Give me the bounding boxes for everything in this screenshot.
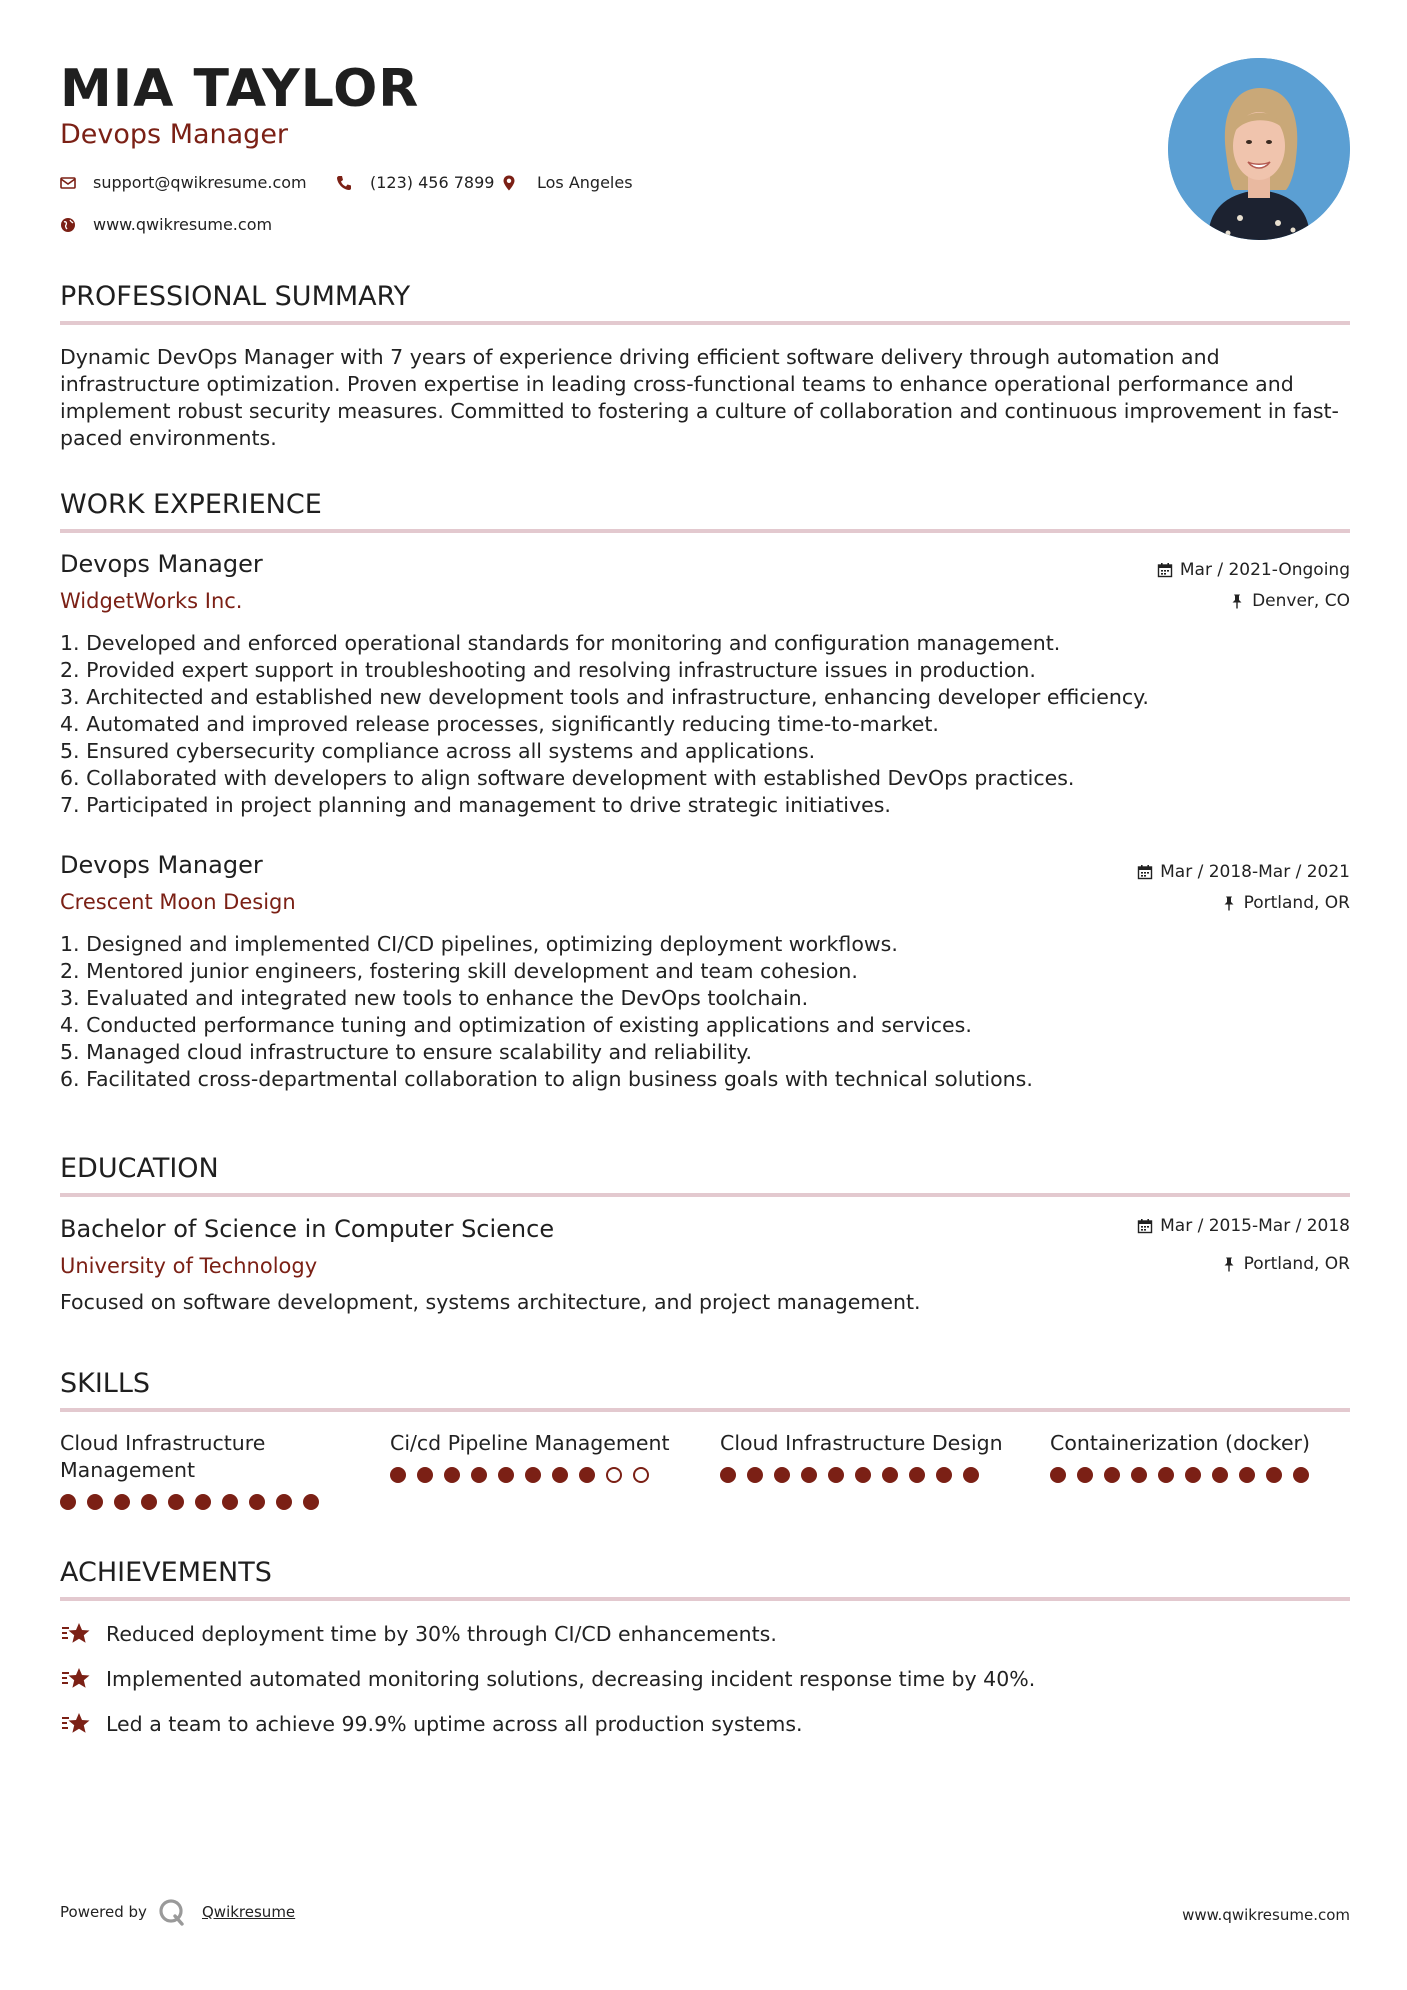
footer-website[interactable]: www.qwikresume.com bbox=[1182, 1906, 1350, 1924]
phone-icon bbox=[335, 174, 353, 192]
rating-dot-filled bbox=[774, 1467, 790, 1483]
contact-phone[interactable]: (123) 456 7899 bbox=[370, 173, 495, 192]
list-item: 3. Architected and established new development tools and infrastructure, enhancing developer efficiency. bbox=[60, 685, 1149, 709]
rating-dot-filled bbox=[828, 1467, 844, 1483]
rating-dot-filled bbox=[417, 1467, 433, 1483]
pushpin-icon bbox=[1221, 1256, 1237, 1272]
rating-dot-filled bbox=[1212, 1467, 1228, 1483]
pushpin-icon bbox=[1221, 895, 1237, 911]
calendar-icon bbox=[1137, 1218, 1153, 1234]
education-location bbox=[1221, 1253, 1350, 1275]
list-item: 5. Managed cloud infrastructure to ensure scalability and reliability. bbox=[60, 1040, 753, 1064]
summary-divider bbox=[60, 321, 1350, 325]
globe-icon bbox=[59, 216, 77, 234]
rating-dot-filled bbox=[1131, 1467, 1147, 1483]
rating-dot-filled bbox=[1077, 1467, 1093, 1483]
profile-photo bbox=[1168, 58, 1350, 240]
rating-dot-filled bbox=[444, 1467, 460, 1483]
rating-dot-filled bbox=[303, 1494, 319, 1510]
achievements-heading: ACHIEVEMENTS bbox=[60, 1557, 272, 1588]
list-item: 4. Conducted performance tuning and optimization of existing applications and services. bbox=[60, 1013, 972, 1037]
rating-dot-filled bbox=[855, 1467, 871, 1483]
skill-item bbox=[390, 1430, 680, 1483]
skill-name: Cloud Infrastructure Management bbox=[60, 1431, 266, 1482]
experience-divider bbox=[60, 529, 1350, 533]
list-item: 5. Ensured cybersecurity compliance across all systems and applications. bbox=[60, 739, 816, 763]
skills-heading: SKILLS bbox=[60, 1368, 151, 1399]
summary-text: Dynamic DevOps Manager with 7 years of experience driving efficient software delivery through automation and infrastructure optimization. Proven expertise in leading cross-functional teams to enhance operational performance and implement robust security measures. Committed to fostering a culture of collaboration and continuous improvement in fast-paced environments. bbox=[60, 345, 1339, 450]
star-badge-icon bbox=[60, 1620, 92, 1648]
rating-dot-filled bbox=[579, 1467, 595, 1483]
job-company: WidgetWorks Inc. bbox=[60, 589, 243, 613]
school-name: University of Technology bbox=[60, 1254, 318, 1278]
list-item: 7. Participated in project planning and management to drive strategic initiatives. bbox=[60, 793, 891, 817]
list-item: 6. Collaborated with developers to align software development with established DevOps practices. bbox=[60, 766, 1075, 790]
list-item: 4. Automated and improved release processes, significantly reducing time-to-market. bbox=[60, 712, 939, 736]
skill-rating bbox=[390, 1467, 680, 1483]
achievement-text: Reduced deployment time by 30% through CI/CD enhancements. bbox=[106, 1621, 777, 1646]
rating-dot-filled bbox=[498, 1467, 514, 1483]
rating-dot-filled bbox=[390, 1467, 406, 1483]
achievement-item bbox=[60, 1665, 1035, 1693]
skill-rating bbox=[720, 1467, 1010, 1483]
degree-title: Bachelor of Science in Computer Science bbox=[60, 1215, 555, 1243]
experience-heading: WORK EXPERIENCE bbox=[60, 489, 322, 520]
star-badge-icon bbox=[60, 1665, 92, 1693]
job-responsibilities bbox=[60, 630, 1350, 819]
rating-dot-filled bbox=[1104, 1467, 1120, 1483]
skill-name: Containerization (docker) bbox=[1050, 1431, 1310, 1455]
rating-dot-filled bbox=[141, 1494, 157, 1510]
education-dates bbox=[1137, 1215, 1350, 1237]
skill-name: Cloud Infrastructure Design bbox=[720, 1431, 1003, 1455]
education-divider bbox=[60, 1193, 1350, 1197]
list-item: 1. Designed and implemented CI/CD pipelines, optimizing deployment workflows. bbox=[60, 932, 898, 956]
job-title: Devops Manager bbox=[60, 851, 263, 879]
contact-email[interactable]: support@qwikresume.com bbox=[93, 173, 307, 192]
calendar-icon bbox=[1157, 562, 1173, 578]
education-dates-text: Mar / 2015-Mar / 2018 bbox=[1160, 1216, 1350, 1236]
skill-item bbox=[720, 1430, 1010, 1483]
rating-dot-filled bbox=[1266, 1467, 1282, 1483]
education-location-text: Portland, OR bbox=[1243, 1254, 1350, 1274]
rating-dot-filled bbox=[1293, 1467, 1309, 1483]
skill-rating bbox=[1050, 1467, 1340, 1483]
rating-dot-filled bbox=[1050, 1467, 1066, 1483]
rating-dot-filled bbox=[249, 1494, 265, 1510]
skill-item bbox=[1050, 1430, 1340, 1483]
rating-dot-filled bbox=[801, 1467, 817, 1483]
list-item: 2. Mentored junior engineers, fostering skill development and team cohesion. bbox=[60, 959, 858, 983]
rating-dot-filled bbox=[1185, 1467, 1201, 1483]
job-title: Devops Manager bbox=[60, 550, 263, 578]
summary-heading: PROFESSIONAL SUMMARY bbox=[60, 281, 411, 312]
star-badge-icon bbox=[60, 1710, 92, 1738]
qwikresume-logo-icon bbox=[157, 1897, 187, 1927]
achievement-text: Led a team to achieve 99.9% uptime across all production systems. bbox=[106, 1711, 803, 1736]
candidate-title: Devops Manager bbox=[60, 119, 289, 150]
list-item: 3. Evaluated and integrated new tools to enhance the DevOps toolchain. bbox=[60, 986, 809, 1010]
footer-brand-link[interactable]: Qwikresume bbox=[202, 1903, 296, 1921]
rating-dot-filled bbox=[747, 1467, 763, 1483]
list-item: 1. Developed and enforced operational standards for monitoring and configuration management. bbox=[60, 631, 1061, 655]
rating-dot-filled bbox=[525, 1467, 541, 1483]
rating-dot-filled bbox=[1158, 1467, 1174, 1483]
rating-dot-empty bbox=[606, 1467, 622, 1483]
rating-dot-filled bbox=[195, 1494, 211, 1510]
contact-location: Los Angeles bbox=[537, 173, 633, 192]
job-location-text: Denver, CO bbox=[1252, 591, 1350, 611]
footer-powered-by: Powered by bbox=[60, 1903, 147, 1921]
rating-dot-filled bbox=[222, 1494, 238, 1510]
skill-rating bbox=[60, 1494, 350, 1510]
rating-dot-filled bbox=[471, 1467, 487, 1483]
job-dates-text: Mar / 2021-Ongoing bbox=[1179, 560, 1350, 580]
rating-dot-filled bbox=[276, 1494, 292, 1510]
rating-dot-filled bbox=[1239, 1467, 1255, 1483]
education-description: Focused on software development, systems architecture, and project management. bbox=[60, 1290, 921, 1314]
job-dates bbox=[1157, 559, 1350, 581]
rating-dot-filled bbox=[720, 1467, 736, 1483]
achievement-item bbox=[60, 1620, 777, 1648]
rating-dot-filled bbox=[87, 1494, 103, 1510]
contact-website[interactable]: www.qwikresume.com bbox=[93, 215, 273, 234]
rating-dot-filled bbox=[114, 1494, 130, 1510]
rating-dot-filled bbox=[936, 1467, 952, 1483]
job-dates-text: Mar / 2018-Mar / 2021 bbox=[1160, 862, 1350, 882]
list-item: 6. Facilitated cross-departmental collaboration to align business goals with technical solutions. bbox=[60, 1067, 1033, 1091]
rating-dot-empty bbox=[633, 1467, 649, 1483]
achievements-divider bbox=[60, 1597, 1350, 1601]
rating-dot-filled bbox=[963, 1467, 979, 1483]
education-heading: EDUCATION bbox=[60, 1153, 219, 1184]
skill-item bbox=[60, 1430, 350, 1510]
skills-divider bbox=[60, 1408, 1350, 1412]
rating-dot-filled bbox=[909, 1467, 925, 1483]
rating-dot-filled bbox=[552, 1467, 568, 1483]
rating-dot-filled bbox=[60, 1494, 76, 1510]
job-location bbox=[1221, 892, 1350, 914]
location-pin-icon bbox=[500, 174, 518, 192]
job-dates bbox=[1137, 861, 1350, 883]
list-item: 2. Provided expert support in troubleshooting and resolving infrastructure issues in production. bbox=[60, 658, 1036, 682]
candidate-name: MIA TAYLOR bbox=[60, 59, 420, 119]
calendar-icon bbox=[1137, 864, 1153, 880]
achievement-text: Implemented automated monitoring solutions, decreasing incident response time by 40%. bbox=[106, 1666, 1036, 1691]
job-location-text: Portland, OR bbox=[1243, 893, 1350, 913]
job-location bbox=[1229, 590, 1350, 612]
job-company: Crescent Moon Design bbox=[60, 890, 296, 914]
email-icon bbox=[59, 174, 77, 192]
achievement-item bbox=[60, 1710, 803, 1738]
pushpin-icon bbox=[1229, 593, 1245, 609]
job-responsibilities bbox=[60, 931, 1350, 1093]
rating-dot-filled bbox=[882, 1467, 898, 1483]
rating-dot-filled bbox=[168, 1494, 184, 1510]
skill-name: Ci/cd Pipeline Management bbox=[390, 1431, 670, 1455]
